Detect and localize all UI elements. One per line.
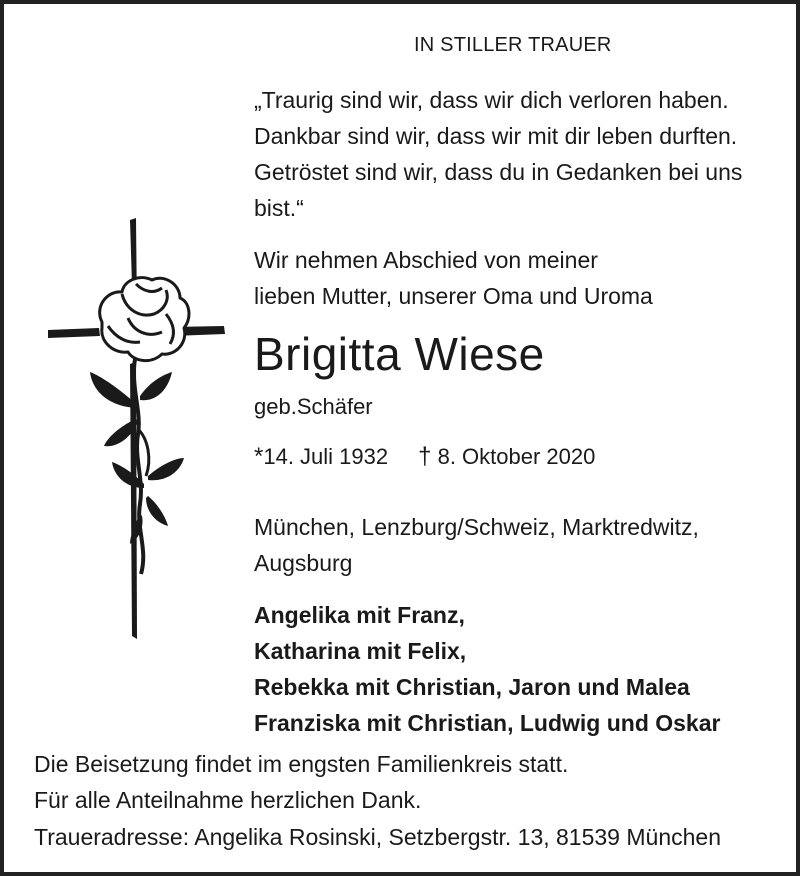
life-dates [254, 442, 595, 472]
places-line: Augsburg [254, 550, 353, 576]
mourning-address: Traueradresse: Angelika Rosinski, Setzbergstr. 13, 81539 München [34, 824, 721, 850]
intro-line: Wir nehmen Abschied von meiner [254, 247, 598, 273]
quote-line: „Traurig sind wir, dass wir dich verloren haben. [254, 87, 729, 113]
family-line: Katharina mit Felix, [254, 638, 467, 664]
deceased-name: Brigitta Wiese [254, 328, 545, 380]
family-line: Angelika mit Franz, [254, 602, 465, 628]
intro-line: lieben Mutter, unserer Oma und Uroma [254, 283, 653, 309]
quote-line: Dankbar sind wir, dass wir mit dir leben durften. [254, 123, 738, 149]
birth-date: 14. Juli 1932 [263, 444, 389, 469]
family-line: Rebekka mit Christian, Jaron und Malea [254, 674, 690, 700]
quote-line: bist.“ [254, 195, 304, 221]
footer-line: Für alle Anteilnahme herzlichen Dank. [34, 787, 422, 813]
footer-text [34, 746, 568, 818]
death-symbol: † [418, 443, 432, 470]
notice-header: IN STILLER TRAUER [414, 34, 612, 56]
quote-block [254, 82, 742, 226]
birth-symbol: * [254, 443, 264, 470]
family-list [254, 597, 720, 741]
birth-name: geb.Schäfer [254, 394, 373, 419]
footer-line: Die Beisetzung findet im engsten Familienkreis statt. [34, 751, 569, 777]
intro-text [254, 242, 653, 314]
cross-with-rose-icon [44, 214, 229, 644]
places-line: München, Lenzburg/Schweiz, Marktredwitz, [254, 514, 699, 540]
places [254, 509, 699, 581]
death-date: 8. Oktober 2020 [437, 444, 596, 469]
quote-line: Getröstet sind wir, dass du in Gedanken bei uns [254, 159, 743, 185]
family-line: Franziska mit Christian, Ludwig und Oskar [254, 710, 721, 736]
